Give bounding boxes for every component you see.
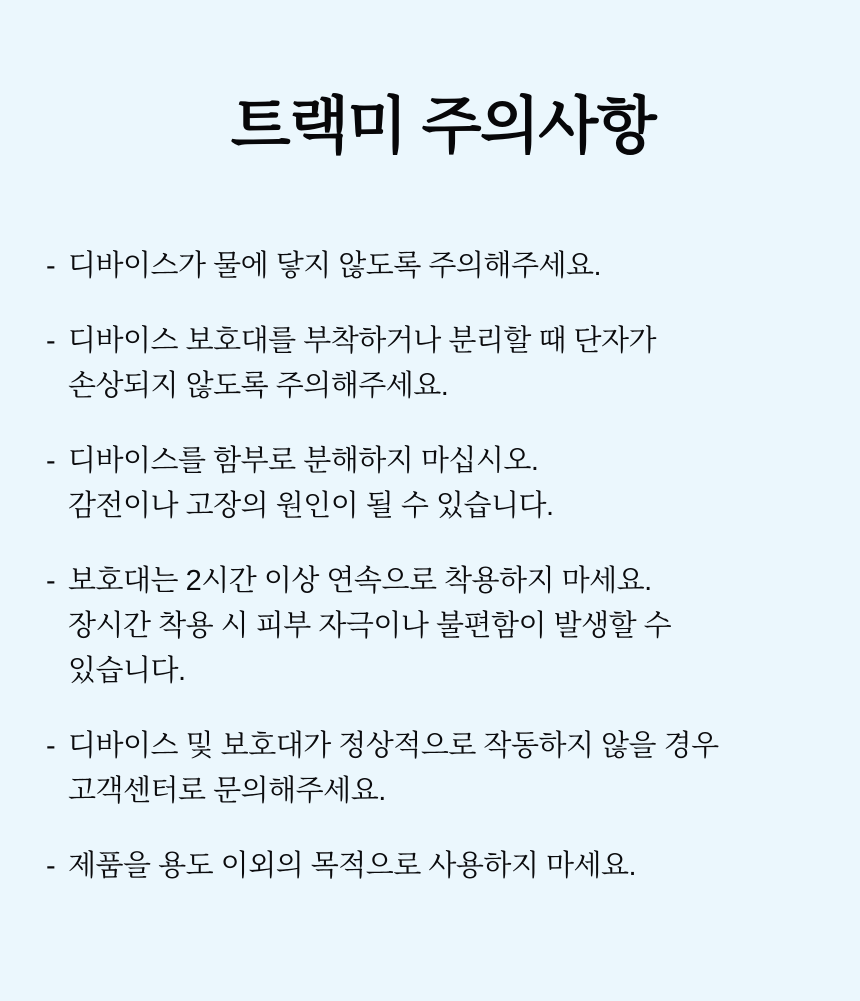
precaution-line: 장시간 착용 시 피부 자극이나 불편함이 발생할 수 bbox=[68, 610, 672, 643]
precaution-line: 디바이스가 물에 닿지 않도록 주의해주세요. bbox=[68, 250, 602, 283]
precaution-text bbox=[68, 724, 840, 814]
precaution-item-3 bbox=[46, 439, 840, 529]
precaution-item-5 bbox=[46, 724, 840, 814]
precaution-text bbox=[68, 844, 840, 889]
precaution-line: 제품을 용도 이외의 목적으로 사용하지 마세요. bbox=[68, 850, 637, 883]
precaution-line: 고객센터로 문의해주세요. bbox=[68, 775, 386, 808]
bullet-dash: - bbox=[46, 325, 56, 358]
precaution-line: 디바이스를 함부로 분해하지 마십시오. bbox=[68, 445, 539, 478]
bullet-dash: - bbox=[46, 445, 56, 478]
precaution-item-4 bbox=[46, 559, 840, 694]
precaution-text bbox=[68, 244, 840, 289]
precaution-line: 있습니다. bbox=[68, 655, 186, 688]
precaution-line: 손상되지 않도록 주의해주세요. bbox=[68, 370, 449, 403]
precaution-item-1 bbox=[46, 244, 840, 289]
precaution-text bbox=[68, 319, 840, 409]
precaution-text bbox=[68, 439, 840, 529]
precaution-line: 디바이스 보호대를 부착하거나 분리할 때 단자가 bbox=[68, 325, 657, 358]
bullet-dash: - bbox=[46, 565, 56, 598]
precaution-line: 보호대는 2시간 이상 연속으로 착용하지 마세요. bbox=[68, 565, 652, 598]
bullet-dash: - bbox=[46, 730, 56, 763]
precaution-line: 디바이스 및 보호대가 정상적으로 작동하지 않을 경우 bbox=[68, 730, 719, 763]
precaution-line: 감전이나 고장의 원인이 될 수 있습니다. bbox=[68, 490, 554, 523]
bullet-dash: - bbox=[46, 850, 56, 883]
page-title: 트랙미 주의사항 bbox=[230, 92, 656, 161]
precaution-list bbox=[46, 244, 840, 889]
bullet-dash: - bbox=[46, 250, 56, 283]
precaution-text bbox=[68, 559, 840, 694]
precaution-item-6 bbox=[46, 844, 840, 889]
precaution-item-2 bbox=[46, 319, 840, 409]
